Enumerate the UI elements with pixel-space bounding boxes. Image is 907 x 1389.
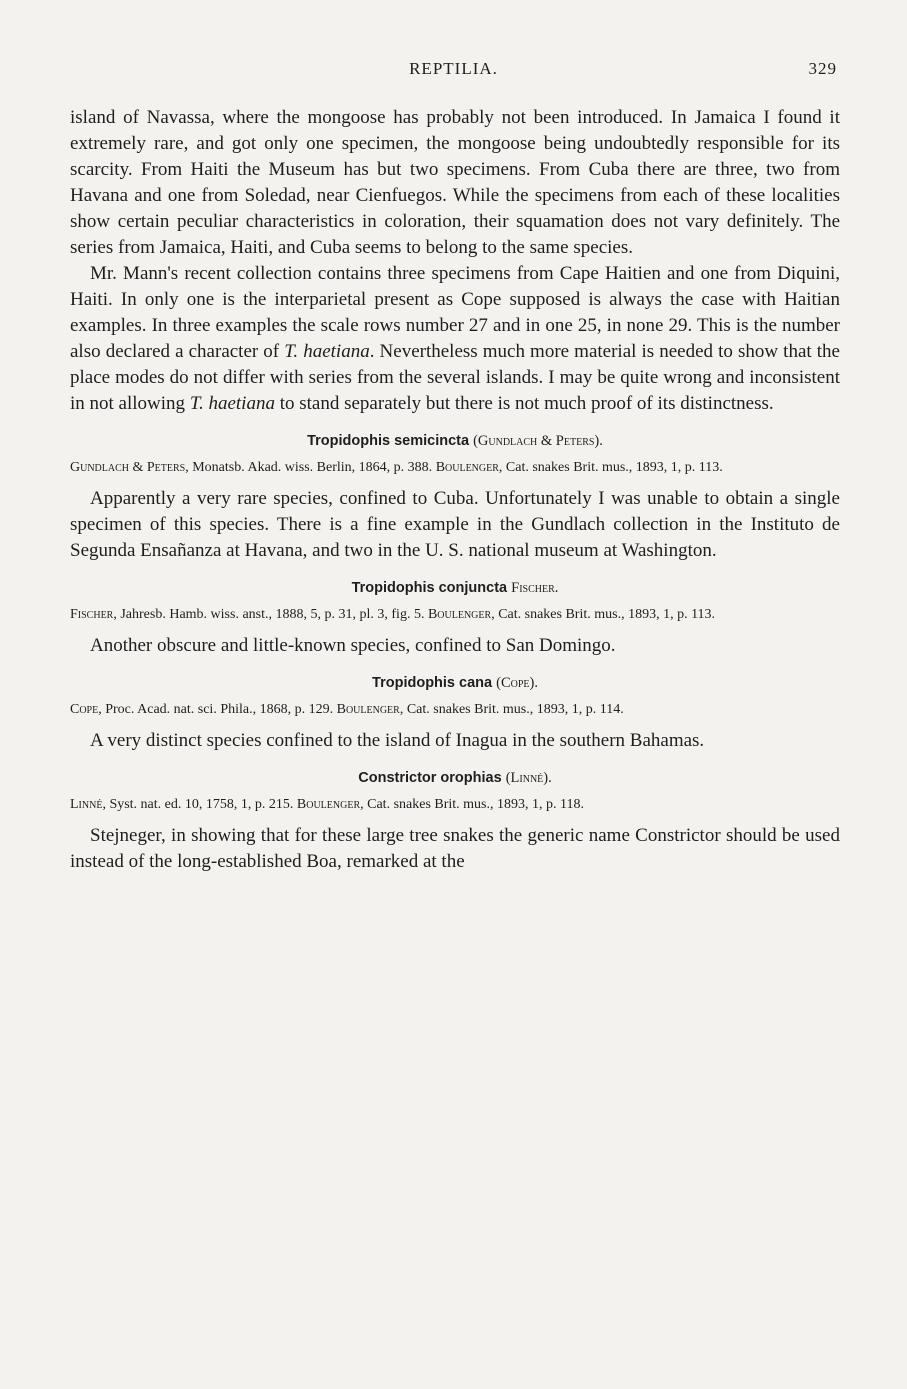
page-body [70, 105, 840, 875]
species-heading: Tropidophis conjuncta Fischer. [351, 580, 559, 596]
species-heading: Constrictor orophias (Linné). [358, 770, 552, 786]
paragraph: A very distinct species confined to the island of Inagua in the southern Bahamas. [90, 730, 705, 751]
paragraph: Mr. Mann's recent collection contains three specimens from Cape Haitien and one from Diquini, Haiti. In only one is the interparietal present as Cope supposed is always the case with Haitian examples. In three examples the scale rows number 27 and in one 25, in none 29. This is the number also declared a character of T. haetiana. Nevertheless much more material is needed to show that the place modes do not differ with series from the several islands. I may be quite wrong and inconsistent in not allowing T. haetiana to stand separately but there is not much proof of its distinctness. [70, 263, 840, 414]
species-italic: T. haetiana [189, 393, 275, 414]
species-reference: Fischer, Jahresb. Hamb. wiss. anst., 1888, 5, p. 31, pl. 3, fig. 5. Boulenger, Cat. snakes Brit. mus., 1893, 1, p. 113. [70, 607, 716, 622]
species-reference: Linné, Syst. nat. ed. 10, 1758, 1, p. 215. Boulenger, Cat. snakes Brit. mus., 1893, 1, p. 118. [70, 797, 584, 812]
species-italic: T. haetiana [284, 341, 370, 362]
running-header [70, 59, 837, 83]
paragraph: island of Navassa, where the mongoose has probably not been introduced. In Jamaica I found it extremely rare, and got only one specimen, the mongoose being undoubtedly responsible for its scarcity. From Haiti the Museum has but two specimens. From Cuba there are three, two from Havana and one from Soledad, near Cienfuegos. While the specimens from each of these localities show certain peculiar characteristics in coloration, their squamation does not vary definitely. The series from Jamaica, Haiti, and Cuba seems to belong to the same species. [70, 107, 840, 258]
running-title: REPTILIA. [409, 59, 498, 78]
paragraph: Apparently a very rare species, confined to Cuba. Unfortunately I was unable to obtain a single specimen of this species. There is a fine example in the Gundlach collection in the Instituto de Segunda Ensañanza at Havana, and two in the U. S. national museum at Washington. [70, 488, 840, 561]
species-heading: Tropidophis cana (Cope). [372, 675, 538, 691]
page-number: 329 [808, 59, 837, 78]
species-reference: Cope, Proc. Acad. nat. sci. Phila., 1868, p. 129. Boulenger, Cat. snakes Brit. mus., 1893, 1, p. 114. [70, 702, 624, 717]
paragraph: Stejneger, in showing that for these large tree snakes the generic name Constrictor should be used instead of the long-established Boa, remarked at the [70, 825, 840, 872]
paragraph: Another obscure and little-known species, confined to San Domingo. [90, 635, 616, 656]
species-heading: Tropidophis semicincta (Gundlach & Peters). [307, 433, 603, 449]
species-reference: Gundlach & Peters, Monatsb. Akad. wiss. Berlin, 1864, p. 388. Boulenger, Cat. snakes Brit. mus., 1893, 1, p. 113. [70, 460, 723, 475]
